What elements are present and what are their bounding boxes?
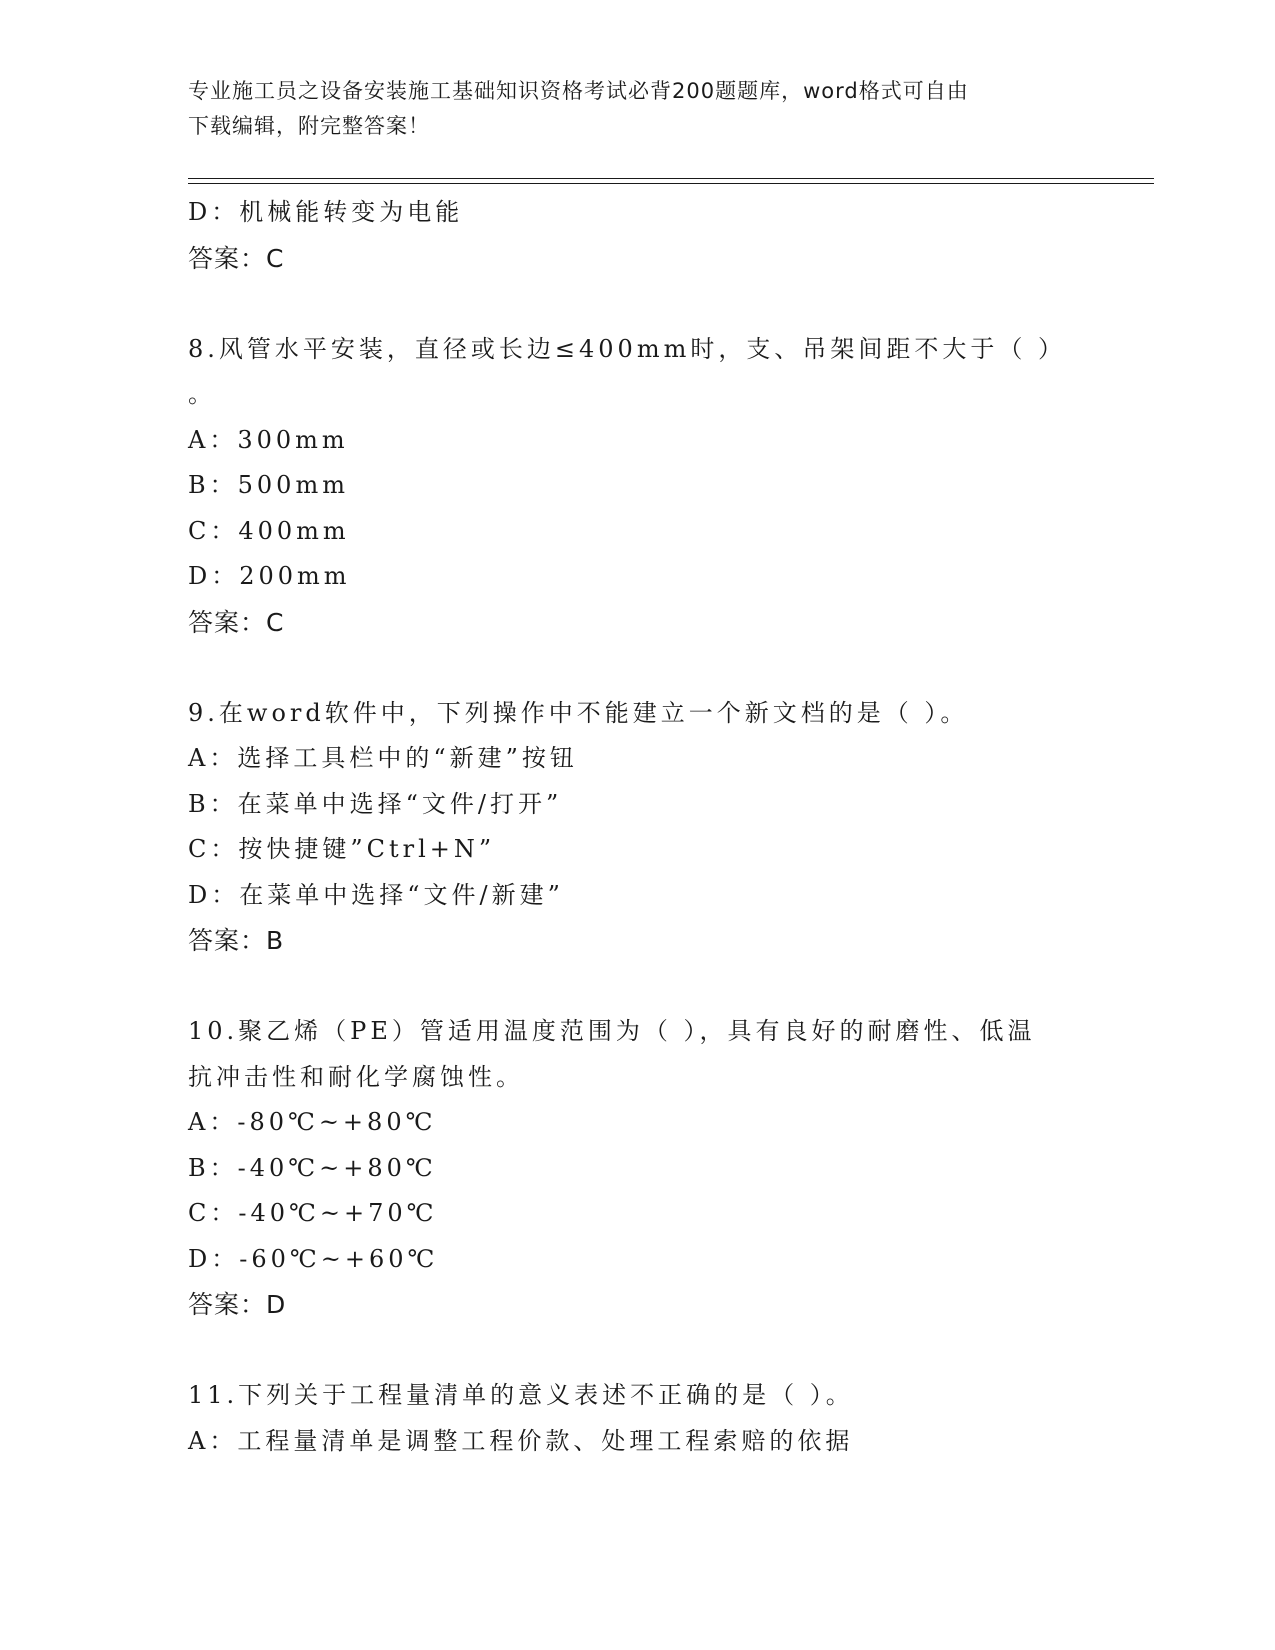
- question-10-option-a: A：-80℃~+80℃: [188, 1108, 437, 1136]
- question-10-option-d: D：-60℃~+60℃: [188, 1244, 439, 1273]
- question-10-answer: 答案：D: [188, 1290, 287, 1319]
- question-9-option-b: B：在菜单中选择“文件/打开”: [188, 789, 563, 818]
- question-10-stem-tail: 抗冲击性和耐化学腐蚀性。: [188, 1062, 524, 1091]
- question-10-option-c: C：-40℃~+70℃: [188, 1199, 438, 1227]
- header-line-2: 下载编辑，附完整答案！: [188, 114, 430, 138]
- question-9-option-d: D：在菜单中选择“文件/新建”: [188, 880, 564, 909]
- header-divider: [188, 178, 1154, 184]
- spacer: [188, 1328, 1154, 1374]
- header-line-1: 专业施工员之设备安装施工基础知识资格考试必背200题题库，word格式可自由: [188, 79, 969, 103]
- question-8-stem-tail: 。: [188, 380, 216, 408]
- question-10-stem: 10.聚乙烯（PE）管适用温度范围为（ ），具有良好的耐磨性、低温: [188, 1017, 1036, 1045]
- prev-question-option-d: D：机械能转变为电能: [188, 198, 464, 226]
- question-11: [188, 1373, 1154, 1464]
- prev-question-answer: 答案：C: [188, 243, 285, 273]
- question-9: [188, 691, 1154, 964]
- question-9-option-c: C：按快捷键”Ctrl+N”: [188, 835, 496, 863]
- question-9-option-a: A：选择工具栏中的“新建”按钮: [188, 744, 578, 772]
- question-8-option-b: B：500mm: [188, 471, 349, 499]
- document-body: [188, 190, 1154, 1464]
- spacer: [188, 964, 1154, 1010]
- spacer: [188, 645, 1154, 691]
- question-10: [188, 1009, 1154, 1328]
- page-header: [188, 74, 1088, 144]
- question-11-stem: 11.下列关于工程量清单的意义表述不正确的是（ ）。: [188, 1381, 854, 1409]
- question-8-option-d: D：200mm: [188, 562, 351, 590]
- question-8-answer: 答案：C: [188, 607, 285, 637]
- spacer: [188, 281, 1154, 327]
- question-11-option-a: A：工程量清单是调整工程价款、处理工程索赔的依据: [188, 1426, 854, 1455]
- question-9-stem: 9.在word软件中，下列操作中不能建立一个新文档的是（ ）。: [188, 698, 969, 727]
- question-8-option-c: C：400mm: [188, 516, 350, 545]
- question-10-option-b: B：-40℃~+80℃: [188, 1153, 437, 1182]
- question-8: [188, 327, 1154, 646]
- question-8-option-a: A：300mm: [188, 425, 349, 454]
- question-9-answer: 答案：B: [188, 926, 285, 955]
- question-8-stem: 8.风管水平安装，直径或长边≤400mm时，支、吊架间距不大于（ ）: [188, 334, 1066, 363]
